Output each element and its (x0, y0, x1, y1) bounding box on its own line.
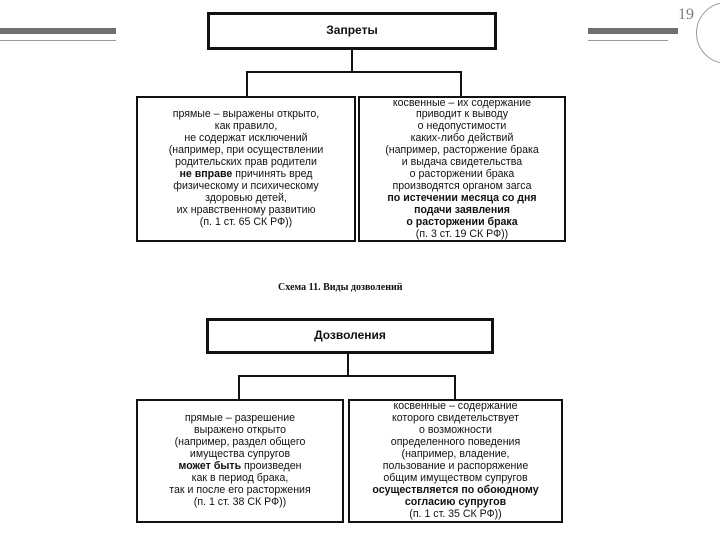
emphasis-text: о расторжении брака (406, 215, 518, 228)
connector-vertical (347, 354, 349, 376)
plain-text: (п. 3 ст. 19 СК РФ)) (415, 227, 509, 240)
direct-permissions-box (136, 399, 344, 523)
emphasis-text: осуществляется по обоюдному (372, 483, 539, 496)
plain-text: (п. 1 ст. 38 СК РФ)) (193, 495, 287, 508)
connector-left (238, 375, 240, 399)
plain-text: (например, владение, (401, 448, 510, 461)
indirect-prohibitions-box (358, 96, 566, 242)
plain-text: родительских прав родители (175, 156, 317, 169)
plain-text: (п. 1 ст. 65 СК РФ)) (199, 215, 293, 228)
emphasis-text: по истечении месяца со дня (387, 191, 537, 204)
plain-text: произведен (241, 460, 302, 472)
slide-header-bar-right (588, 28, 678, 34)
connector-right (460, 71, 462, 96)
plain-text: общим имуществом супругов (383, 471, 528, 484)
plain-text: (п. 1 ст. 35 СК РФ)) (409, 507, 502, 520)
plain-text: каких-либо действий (410, 132, 514, 145)
plain-text: которого свидетельствует (392, 412, 519, 425)
plain-text: о возможности (419, 424, 492, 437)
plain-text: (например, расторжение брака (385, 144, 539, 157)
box-text-line (194, 497, 286, 509)
plain-text: так и после его расторжения (169, 483, 311, 496)
prohibitions-title-box: Запреты (207, 12, 497, 50)
connector-horizontal (246, 71, 462, 73)
connector-left (246, 71, 248, 96)
plain-text: выражено открыто (194, 424, 286, 437)
plain-text: причинять вред (232, 168, 313, 180)
connector-right (454, 375, 456, 399)
box-text-line (200, 217, 292, 229)
emphasis-text: может быть (178, 460, 242, 472)
box-text-line (416, 229, 508, 241)
plain-text: определенного поведения (390, 436, 521, 449)
plain-text: о расторжении брака (409, 168, 515, 180)
permissions-title-box: Дозволения (206, 318, 494, 354)
plain-text: приводит к выводу (415, 108, 509, 121)
box-text-line (409, 509, 501, 521)
emphasis-text: подачи заявления (414, 203, 510, 216)
plain-text: прямые – разрешение (184, 412, 296, 425)
emphasis-text: согласию супругов (404, 495, 507, 508)
scheme-caption: Схема 11. Виды дозволений (278, 282, 403, 293)
slide-number: 19 (678, 6, 694, 23)
plain-text: прямые – выражены открыто, (172, 108, 320, 121)
plain-text: и выдача свидетельства (401, 156, 523, 169)
indirect-permissions-box (348, 399, 563, 523)
plain-text: как в период брака, (191, 471, 289, 484)
slide-header-bar-left (0, 28, 116, 34)
plain-text: о недопустимости (417, 120, 507, 133)
plain-text: физическому и психическому (173, 179, 319, 192)
plain-text: производятся органом загса (392, 179, 532, 192)
connector-vertical (351, 50, 353, 72)
plain-text: косвенные – их содержание (392, 96, 532, 109)
connector-horizontal (238, 375, 456, 377)
slide-corner-arc (696, 2, 720, 64)
plain-text: косвенные – содержание (393, 400, 518, 413)
plain-text: пользование и распоряжение (382, 460, 529, 472)
plain-text: их нравственному развитию (176, 203, 316, 216)
plain-text: здоровью детей, (205, 191, 287, 204)
direct-prohibitions-box (136, 96, 356, 242)
emphasis-text: не вправе (179, 168, 233, 180)
plain-text: (например, раздел общего (174, 436, 306, 449)
plain-text: (например, при осуществлении (168, 144, 324, 157)
plain-text: имущества супругов (189, 448, 291, 461)
plain-text: не содержат исключений (184, 132, 308, 145)
plain-text: как правило, (214, 120, 278, 133)
